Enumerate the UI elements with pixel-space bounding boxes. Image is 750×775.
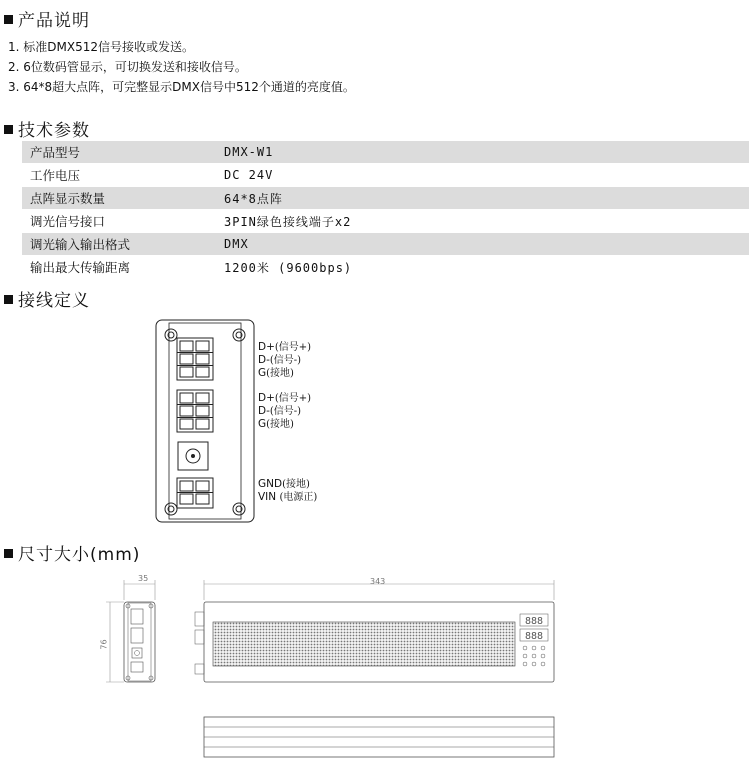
- spec-table: [22, 141, 749, 279]
- section-bullet-icon: [4, 549, 13, 558]
- pin-name: GND: [258, 478, 283, 490]
- pin-name: VIN: [258, 491, 277, 503]
- spec-key: 产品型号: [22, 141, 224, 164]
- spec-key: 调光输入输出格式: [22, 233, 224, 256]
- spec-value: 1200米 (9600bps): [224, 256, 749, 279]
- section-title-specs: [4, 116, 90, 141]
- section-title-text: 接线定义: [18, 291, 90, 311]
- pin-name: D+: [258, 341, 275, 353]
- terminal-block-icon: [177, 390, 213, 432]
- wiring-labels-power: [258, 478, 317, 504]
- section-title-text: 尺寸大小(mm): [18, 545, 141, 565]
- section-title-dimensions: [4, 540, 140, 565]
- feature-item: 3. 64*8超大点阵，可完整显示DMX信号中512个通道的亮度值。: [8, 80, 355, 94]
- pin-name: D-: [258, 405, 270, 417]
- section-title-wiring: [4, 286, 90, 311]
- section-bullet-icon: [4, 15, 13, 24]
- spec-value: DMX: [224, 233, 749, 256]
- pin-desc: (信号-): [269, 406, 302, 417]
- side-view-drawing: [95, 574, 175, 686]
- table-row: [22, 141, 749, 164]
- table-row: [22, 256, 749, 279]
- dim-length-label: 343: [370, 577, 386, 586]
- dot-matrix-display: [213, 622, 515, 666]
- svg-text:888: 888: [524, 631, 544, 642]
- terminal-block-icon: [177, 338, 213, 380]
- wiring-device-drawing: [150, 316, 260, 526]
- spec-value: 3PIN绿色接线端子x2: [224, 210, 749, 233]
- spec-value: DMX-W1: [224, 141, 749, 164]
- wiring-labels-group2: [258, 392, 311, 431]
- pin-desc: (接地): [266, 419, 294, 430]
- spec-value: DC 24V: [224, 164, 749, 187]
- spec-key: 点阵显示数量: [22, 187, 224, 210]
- power-terminal-icon: [177, 478, 213, 508]
- pin-desc: (信号-): [269, 355, 302, 366]
- section-bullet-icon: [4, 125, 13, 134]
- spec-key: 工作电压: [22, 164, 224, 187]
- spec-key: 输出最大传输距离: [22, 256, 224, 279]
- pin-name: G: [258, 367, 267, 379]
- section-title-description: [4, 6, 90, 31]
- spec-value: 64*8点阵: [224, 187, 749, 210]
- pin-name: D-: [258, 354, 270, 366]
- dim-width-label: 35: [138, 574, 149, 583]
- table-row: [22, 164, 749, 187]
- front-view-drawing: [190, 574, 562, 688]
- svg-text:888: 888: [524, 616, 544, 627]
- section-title-text: 产品说明: [18, 11, 90, 31]
- top-view-drawing: [200, 715, 560, 761]
- section-bullet-icon: [4, 295, 13, 304]
- pin-desc: (信号+): [274, 393, 312, 404]
- table-row: [22, 210, 749, 233]
- table-row: [22, 233, 749, 256]
- spec-key: 调光信号接口: [22, 210, 224, 233]
- pin-desc: (信号+): [274, 342, 312, 353]
- pin-desc: (电源正): [279, 492, 318, 503]
- section-title-text: 技术参数: [18, 121, 90, 141]
- pin-desc: (接地): [282, 479, 310, 490]
- dim-height-label: 76: [99, 639, 109, 650]
- dc-jack-icon: [178, 442, 208, 470]
- feature-item: 2. 6位数码管显示，可切换发送和接收信号。: [8, 60, 247, 74]
- wiring-labels-group1: [258, 341, 311, 380]
- pin-desc: (接地): [266, 368, 294, 379]
- feature-item: 1. 标准DMX512信号接收或发送。: [8, 40, 194, 54]
- pin-name: D+: [258, 392, 275, 404]
- pin-name: G: [258, 418, 267, 430]
- table-row: [22, 187, 749, 210]
